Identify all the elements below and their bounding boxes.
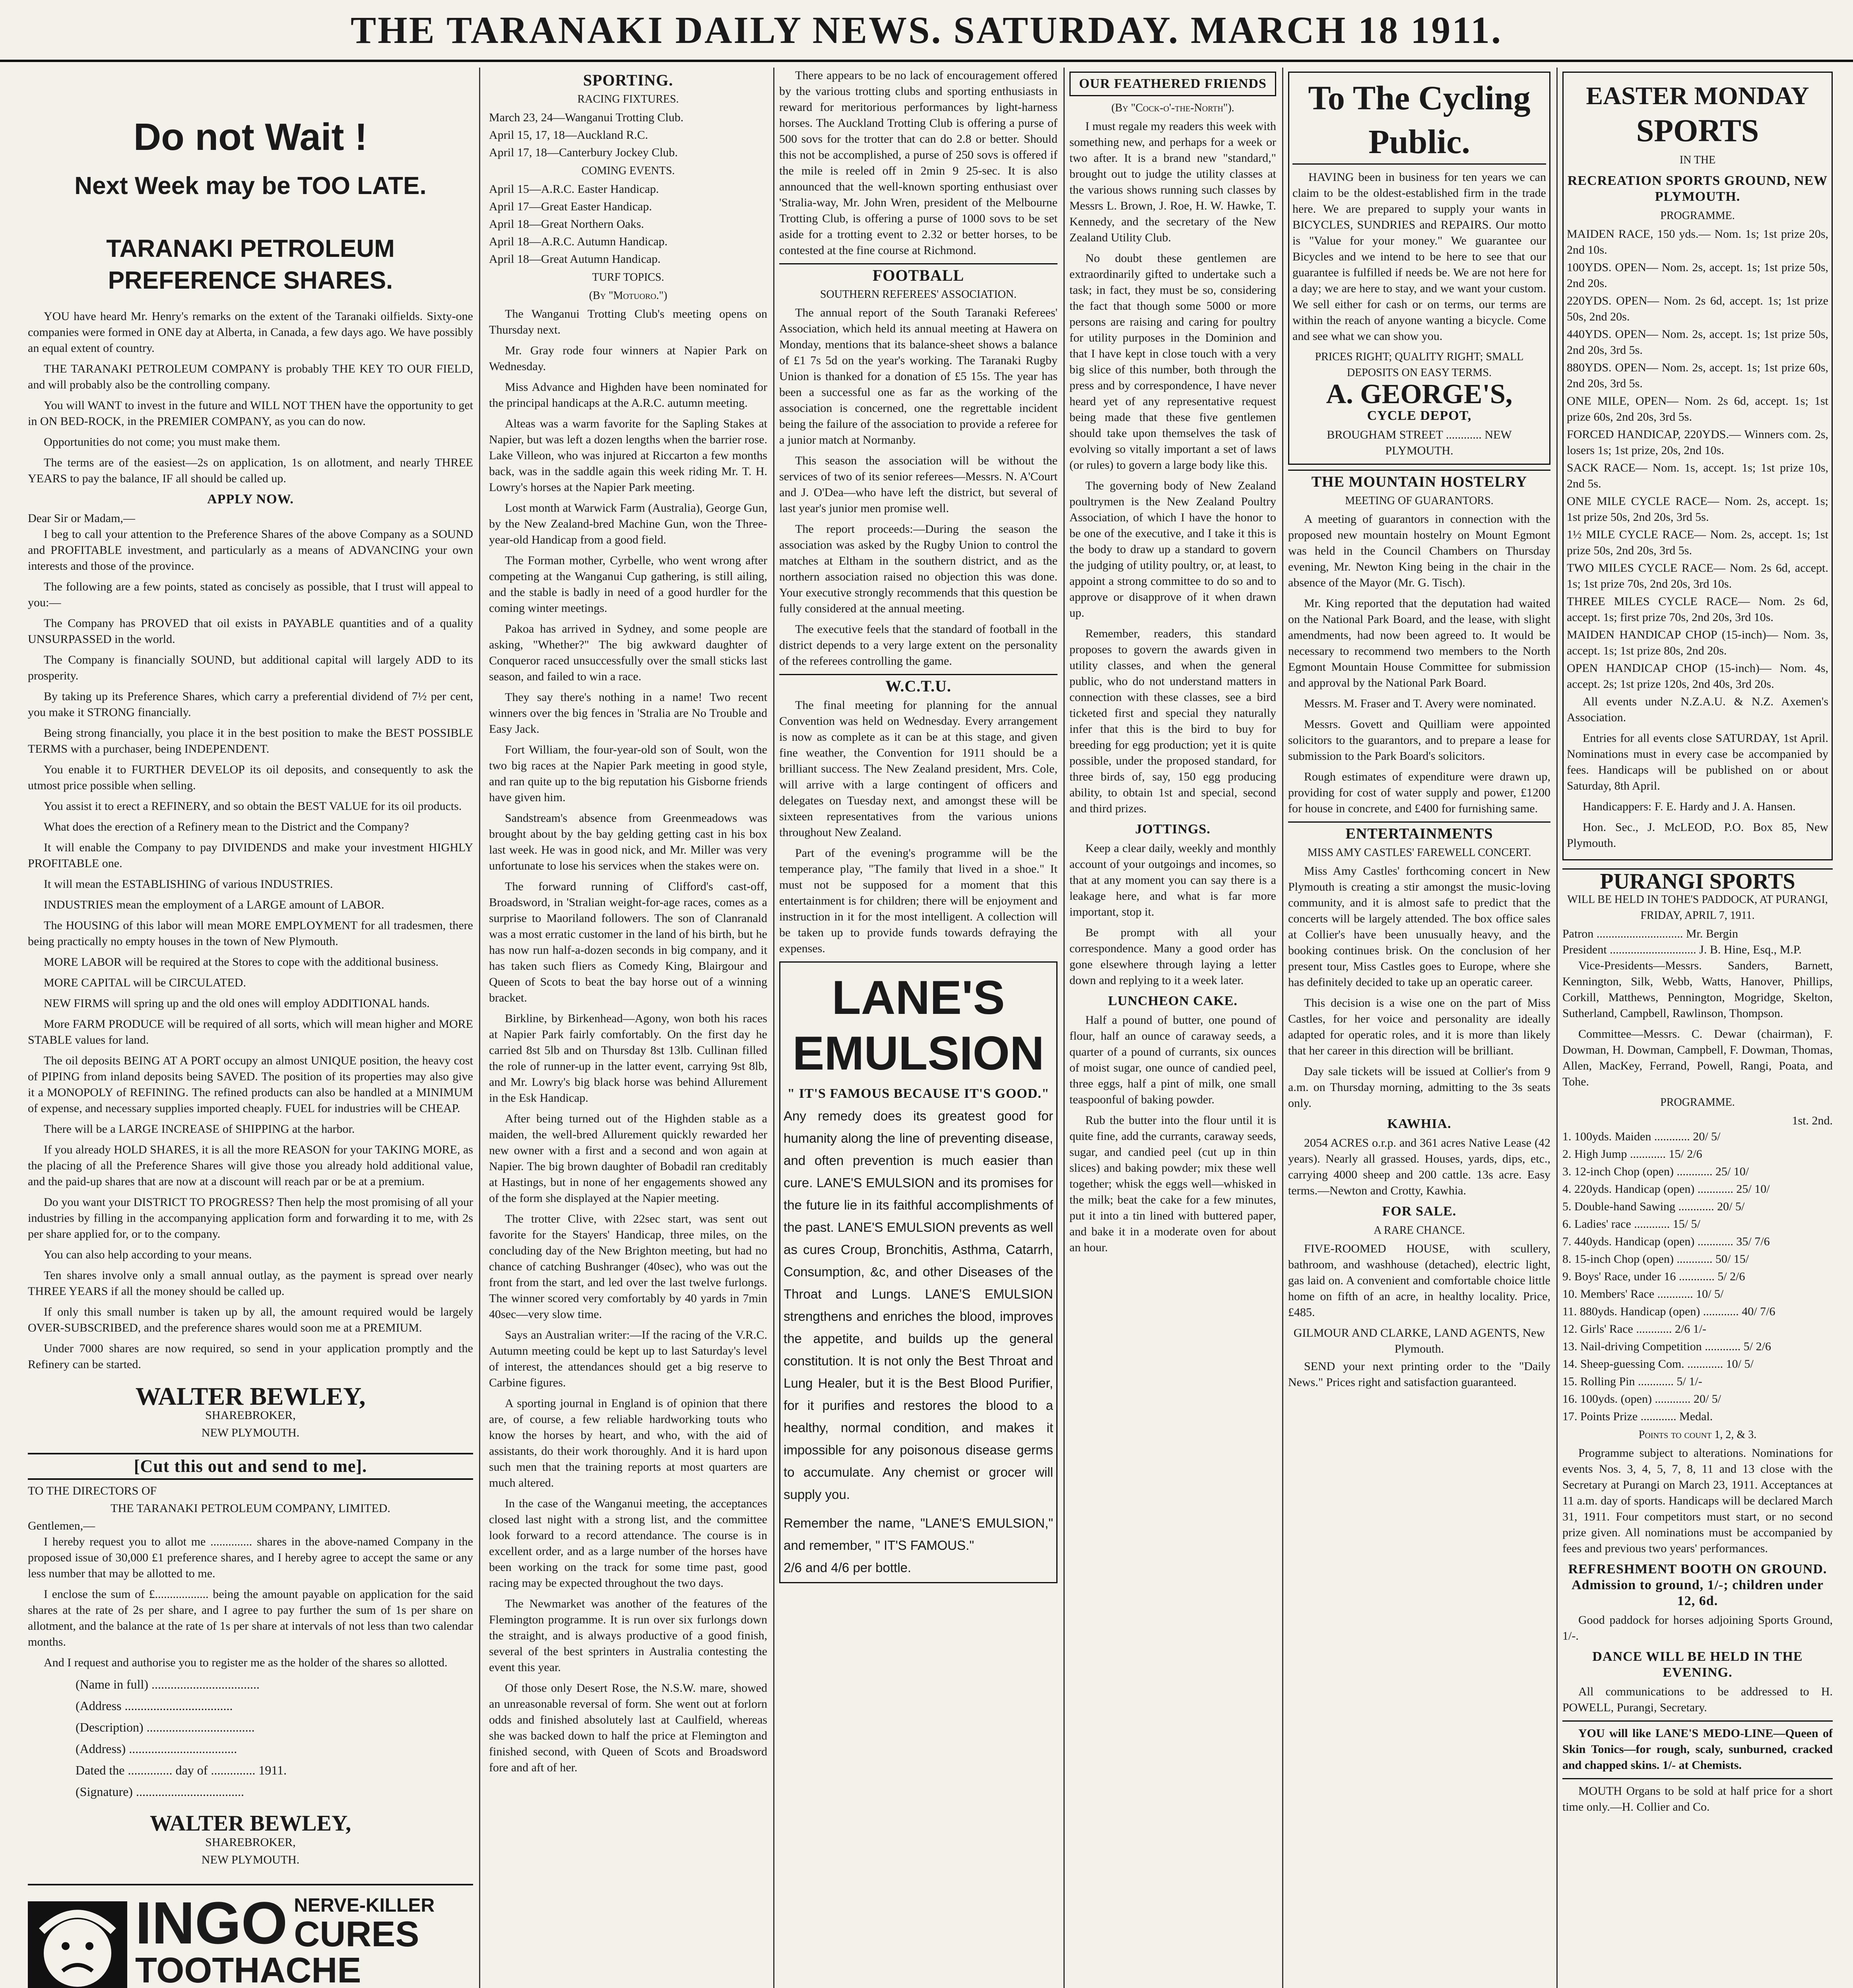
headline-do-not-wait: Do not Wait ! [133,116,368,158]
paragraph: The HOUSING of this labor will mean MORE EMPLOYMENT for all tradesmen, there being practically no empty houses in the town of New Plymouth. [28,919,473,948]
list-item: April 17, 18—Canterbury Jockey Club. [489,146,678,159]
entries-note: Entries for all events close SATURDAY, 1st April. Nominations must in every case be accompanied by fees. Handicaps will be published on or about Saturday, 8th April. [1567,732,1828,792]
paragraph: This season the association will be without the services of two of its senior referees—Messrs. N. A'Court and J. O'Dea—who have left the district, but several of last year's junior men promise well. [779,454,1057,515]
masthead: THE TARANAKI DAILY NEWS. SATURDAY. MARCH 18 1911. [0,8,1853,62]
paragraph: Lost month at Warwick Farm (Australia), George Gun, by the New Zealand-bred Machine Gun, won the Three-year-old Handicap from a good field. [489,501,767,546]
purangi-programme-list [1562,1129,1833,1425]
secretary: Hon. Sec., J. McLEOD, P.O. Box 85, New Plymouth. [1567,821,1828,850]
event-item: MAIDEN HANDICAP CHOP (15-inch)— Nom. 3s, accept. 1s; 1st prize 80s, 2nd 20s. [1567,628,1828,657]
column-cycling-hostelry [1288,68,1550,1988]
column-rule [479,68,480,1988]
paragraph: By taking up its Preference Shares, which carry a preferential dividend of 7½ per cent, you make it STRONG financially. [28,690,473,719]
jottings-heading: JOTTINGS. [1135,822,1211,837]
event-item: ONE MILE CYCLE RACE— Nom. 2s, accept. 1s; 1st prize 50s, 2nd 20s, 3rd 5s. [1567,495,1828,524]
event-item: 440YDS. OPEN— Nom. 2s, accept. 1s; 1st prize 50s, 2nd 20s, 3rd 5s. [1567,328,1828,357]
event-item: 220YDS. OPEN— Nom. 2s 6d, accept. 1s; 1st prize 50s, 2nd 20s. [1567,294,1828,323]
section-title-feathered-friends: OUR FEATHERED FRIENDS [1069,72,1276,96]
paragraph: It will enable the Company to pay DIVIDENDS and make your investment HIGHLY PROFITABLE one. [28,841,473,870]
headline-next-week: Next Week may be TOO LATE. [74,172,427,200]
easter-monday-title: EASTER MONDAY [1586,82,1809,110]
paragraph: There appears to be no lack of encouragement offered by the various trotting clubs and sporting enthusiasts in reward for meritorious performances by light-harness horses. The Auckland Trotting Club is offering a purse of 500 sovs for the trotter that can do 2.8 or better. Should this not be accomplished, a purse of 250 sovs is offered if the mile is reeled off in 2min 9 25-sec. It is also announced that the well-known sporting enthusiast over 'Stralia-way, Mr. John Wren, president of the Melbourne Trotting Club, is offering a purse of 1000 sovs to be set aside for a trotting event to 2.32 or better horses, to be contested at the fine course at Richmond. [779,69,1057,257]
medoline-advert: YOU will like LANE'S MEDO-LINE—Queen of Skin Tonics—for rough, scaly, sunburned, cracked and chapped skins. 1/- at Chemists. [1562,1720,1833,1773]
paragraph: The Company is financially SOUND, but additional capital will largely ADD to its prosperity. [28,653,473,682]
handicappers: Handicappers: F. E. Hardy and J. A. Hansen. [1583,800,1796,813]
section-title-sporting: SPORTING. [583,71,673,89]
sale-listing: FIVE-ROOMED HOUSE, with scullery, bathroom, and washhouse (detached), electric light, gas laid on. A convenient and comfortable choice little home on fifth of an acre, in healthy locality. Price, £485. [1288,1242,1550,1319]
section-title-hostelry: THE MOUNTAIN HOSTELRY [1288,470,1550,490]
programme-item: 15. Rolling Pin ............ 5/ 1/- [1562,1375,1702,1388]
programme-item: 5. Double-hand Sawing ............ 20/ 5/ [1562,1200,1745,1213]
signature-place: NEW PLYMOUTH. [201,1426,300,1439]
form-field-description: (Description) .................................. [76,1720,255,1734]
rules-note: All events under N.Z.A.U. & N.Z. Axemen's Association. [1567,695,1828,724]
paragraph: You will WANT to invest in the future and WILL NOT THEN have the opportunity to get in ON BED-ROCK, in the PREMIER COMPANY, as you can do now. [28,399,473,428]
paragraph: Alteas was a warm favorite for the Sapling Stakes at Napier, but was left a dozen lengths when the barrier rose. Lake Villeon, who was injured at Riccarton a few months back, was in the saddle again this week riding Mr. T. H. Lowry's horses at the Napier Park meeting. [489,417,767,494]
dance-notice: DANCE WILL BE HELD IN THE EVENING. [1592,1649,1803,1680]
coming-events-list [489,181,767,267]
paragraph: MORE LABOR will be required at the Stores to cope with the additional business. [44,955,439,969]
purangi-subtitle: WILL BE HELD IN TOHE'S PADDOCK, AT PURANGI, FRIDAY, APRIL 7, 1911. [1567,893,1828,922]
lanes-emulsion-body: Any remedy does its greatest good for humanity along the line of preventing disease, and often prevention is much easier than cure. LANE'S EMULSION and its promises for the future lie in its faithful accomplishments of the past. LANE'S EMULSION prevents as well as cures Croup, Bronchitis, Asthma, Catarrh, Consumption, &c, and other Diseases of the Throat and Lungs. LANE'S EMULSION strengthens and enriches the blood, improves the appetite, and builds up the general constitution. It is not only the Best Throat and Lung Healer, but it is the Best Blood Purifier, for it purifies and restores the blood to a healthy, normal condition, and makes it impossible for any poisonous disease germs to accumulate. Any chemist or grocer will supply you. [784,1109,1053,1502]
paragraph: The Newmarket was another of the features of the Flemington programme. It is run over six furlongs down the straight, and is always productive of a good finish, several of the best sprinters in Australia contesting the event this year. [489,1597,767,1674]
programme-item: 12. Girls' Race ............ 2/6 1/- [1562,1322,1707,1336]
programme-item: 14. Sheep-guessing Com. ............ 10/ 5/ [1562,1357,1754,1371]
paragraph: They say there's nothing in a name! Two recent winners over the big fences in 'Stralia are No Trouble and Easy Jack. [489,691,767,736]
cycling-title: To The Cycling Public. [1292,76,1546,165]
column-petroleum-advert [28,68,473,1988]
list-item: April 18—Great Autumn Handicap. [489,252,661,266]
column-sporting [489,68,767,1988]
paragraph: I must regale my readers this week with something new, and perhaps for a week or two after. It is a brand new "standard," brought out to judge the utility classes at the various shows running such classes by Messrs L. Brown, J. Roe, H. W. Hawke, T. Kennedy, and the secretary of the New Zealand Utility Club. [1069,120,1276,244]
programme-item: 3. 12-inch Chop (open) ............ 25/ 10/ [1562,1165,1749,1178]
kawhia-listing: 2054 ACRES o.r.p. and 361 acres Native Lease (42 years). Nearly all grassed. Houses, yards, dips, etc., carrying 4000 sheep and 200 cattle. 13s acre. Easy terms.—Newton and Crotty, Kawhia. [1288,1136,1550,1197]
paragraph: This decision is a wise one on the part of Miss Castles, for her voice and personality are ideally adapted for operatic roles, and it is more than likely that her career in this direction will be brilliant. [1288,996,1550,1057]
programme-item: 10. Members' Race ............ 10/ 5/ [1562,1287,1724,1301]
refreshment-notice: REFRESHMENT BOOTH ON GROUND. Admission to ground, 1/-; children under 12, 6d. [1568,1562,1827,1608]
paragraph: More FARM PRODUCE will be required of all sorts, which will mean higher and MORE STABLE values for land. [28,1017,473,1046]
paragraph: INDUSTRIES mean the employment of a LARGE amount of LABOR. [44,898,384,911]
form-field-dated: Dated the .............. day of .............. 1911. [76,1763,287,1777]
racing-fixtures-list [489,110,767,161]
paragraph: Birkline, by Birkenhead—Agony, won both his races at Napier Park fairly comfortably. On the first day he carried 8st 5lb and on Thursday 8st 13lb. Cullinan filled the role of runner-up in the latter event, carrying 9st 8lb, and Mr. Lowry's big black horse was behind Allurement in the Esk Handicap. [489,1012,767,1105]
list-item: April 15, 17, 18—Auckland R.C. [489,128,648,142]
paragraph: Do you want your DISTRICT TO PROGRESS? Then help the most promising of all your industries by filling in the accompanying application form and forwarding it to me, with 2s per share applied for, or to the company. [28,1196,473,1241]
paragraph: Remember, readers, this standard proposes to govern the awards given in utility classes, and when the general public, who do not understand matters in connection with these classes, see a bird ticketed first and special they naturally infer that this is the bird to buy for breeding for egg production; yet it is quite possible, under the proposed standard, for three birds of, say, 150 egg producing ability, to obtain 1st and special, second and third prizes. [1069,627,1276,815]
programme-item: 13. Nail-driving Competition ............ 5/ 2/6 [1562,1340,1771,1353]
lanes-emulsion-advert [779,961,1057,1583]
event-item: MAIDEN RACE, 150 yds.— Nom. 1s; 1st prize 20s, 2nd 10s. [1567,227,1828,256]
form-paragraph: And I request and authorise you to register me as the holder of the shares so allotted. [44,1656,448,1669]
land-agents: GILMOUR AND CLARKE, LAND AGENTS, New Plymouth. [1293,1326,1545,1355]
column-sports-events [1562,68,1833,1988]
turf-topics-heading: TURF TOPICS. [592,271,664,283]
luncheon-cake-heading: LUNCHEON CAKE. [1108,994,1238,1008]
petroleum-title: TARANAKI PETROLEUM PREFERENCE SHARES. [106,235,395,294]
coming-events-heading: COMING EVENTS. [581,165,675,177]
programme-heading: PROGRAMME. [1660,1096,1735,1109]
paragraph: The trotter Clive, with 22sec start, was sent out favorite for the Stayers' Handicap, three miles, on the concluding day of the New Brighton meeting, but had no chance of catching Bushranger (40sec), who was out the front from the start, and led over the last twelve furlongs. The winner scored very comfortably by 40 yards in 7min 40sec—very slow time. [489,1212,767,1321]
purangi-sports-title: PURANGI SPORTS [1562,868,1833,889]
paragraph: The forward running of Clifford's cast-off, Broadsword, in 'Stralian weight-for-age races, comes as a surprise to Maoriland followers. The son of Clanranald was a most erratic customer in the land of his birth, but he has now run half-a-dozen seconds in big company, and it has taken such fliers as Comedy King, Blairgour and Queen of Scots to beat the bay horse out of a winning bracket. [489,880,767,1004]
list-item: March 23, 24—Wanganui Trotting Club. [489,111,684,124]
paragraph: A sporting journal in England is of opinion that there are, of course, a few reliable hardworking touts who know the horses by heart, and who, with the aid of assistants, do their work thoroughly. And it is hard upon such men that the training reports at most quarters are much altered. [489,1397,767,1489]
mouth-organs-advert: MOUTH Organs to be sold at half price for a short time only.—H. Collier and Co. [1562,1778,1833,1815]
section-title-wctu: W.C.T.U. [779,674,1057,694]
paragraph: Fort William, the four-year-old son of Soult, won the two big races at the Napier Park meeting in good style, and ran quite up to the big reputation his Gisborne friends have given him. [489,743,767,804]
paragraph: Ten shares involve only a small annual outlay, as the payment is spread over nearly THREE YEARS if all the money should be called up. [28,1269,473,1298]
rare-chance-heading: A RARE CHANCE. [1374,1224,1465,1237]
programme-item: 1. 100yds. Maiden ............ 20/ 5/ [1562,1130,1721,1143]
paragraph: YOU have heard Mr. Henry's remarks on the extent of the Taranaki oilfields. Sixty-one companies were formed in ONE day at Alberta, in Canada, a few days ago. We have possibly an equal extent of country. [28,310,473,355]
section-title-entertainments: ENTERTAINMENTS [1288,821,1550,842]
section-title-football: FOOTBALL [779,263,1057,283]
programme-item: 8. 15-inch Chop (open) ............ 50/ 15/ [1562,1252,1749,1266]
column-rule [773,68,774,1988]
programme-item: 16. 100yds. (open) ............ 20/ 5/ [1562,1392,1721,1406]
paragraph: HAVING been in business for ten years we can claim to be the oldest-established firm in the trade here. We are prepared to supply your wants in BICYCLES, SUNDRIES and REPAIRS. Our motto is "Value for your money." We guarantee our Bicycles and we intend to be here to see that our guarantee is fulfilled if needs be. We are not here for a day; we are here to stay, and we want your custom. We sell either for cash or on terms, our terms are within the reach of anyone wanting a bicycle. Come and see what we can show you. [1292,171,1546,343]
paragraph: Miss Amy Castles' forthcoming concert in New Plymouth is creating a stir amongst the music-loving community, and it is almost safe to predict that the concerts will be largely attended. The box office sales at Collier's have been unusually heavy, and the booking continues brisk. On the conclusion of her present tour, Miss Castles goes to Europe, where she has definitely decided to take up an operatic career. [1288,864,1550,989]
paragraph: The terms are of the easiest—2s on application, 1s on allotment, and nearly THREE YEARS to pay the balance, IF all should be called up. [28,456,473,485]
paragraph: It will mean the ESTABLISHING of various INDUSTRIES. [44,878,333,891]
patron: Patron ............................. Mr. Bergin [1562,927,1738,940]
paragraph: MORE CAPITAL will be CIRCULATED. [44,976,246,989]
lanes-emulsion-price: 2/6 and 4/6 per bottle. [784,1560,912,1575]
byline: (By "Motuoro.") [589,289,667,302]
racing-fixtures-heading: RACING FIXTURES. [577,93,679,105]
event-item: 1½ MILE CYCLE RACE— Nom. 2s, accept. 1s; 1st prize 50s, 2nd 20s, 3rd 5s. [1567,528,1828,557]
paragraph: Sandstream's absence from Greenmeadows was brought about by the bay gelding getting cast in his box last week. He was in good nick, and Mr. Miller was very unfortunate to lose his services when the stakes were on. [489,812,767,872]
paragraph: Day sale tickets will be issued at Collier's from 9 a.m. on Thursday morning, admitting to the 3s seats only. [1288,1065,1550,1110]
signature-role: SHAREBROKER, [205,1836,296,1849]
purangi-notes: Programme subject to alterations. Nominations for events Nos. 3, 4, 5, 7, 8, 11 and 13 close with the Secretary at Purangi on March 23, 1911. Acceptances at 11 a.m. day of sports. Handicaps will be declared March 31, 1911. Four competitors must start, or no second prize given. All nominations must be accompanied by fees and previous two years' performances. [1562,1446,1833,1555]
salutation: Dear Sir or Madam,— [28,512,135,525]
depot-address: BROUGHAM STREET ............ NEW PLYMOUTH. [1327,428,1512,457]
event-item: 100YDS. OPEN— Nom. 2s, accept. 1s; 1st prize 50s, 2nd 20s. [1567,261,1828,290]
programme-item: 9. Boys' Race, under 16 ............ 5/ 2/6 [1562,1270,1745,1283]
paragraph: The Forman mother, Cyrbelle, who went wrong after competing at the Wanganui Cup gathering, is still ailing, and the stable is badly in need of a good hurdler for the coming winter meetings. [489,554,767,615]
column-football-wctu [779,68,1057,1988]
programme-heading: PROGRAMME. [1660,210,1735,222]
form-field-address-2: (Address) .................................. [76,1741,237,1756]
paragraph: Part of the evening's programme will be the temperance play, "The family that lived in a shoe." It must not be supposed for a moment that this entertainment is for children; there will be enjoyment and instruction in it for the most intelligent. A collection will be taken up to provide funds towards defraying the expenses. [779,846,1057,955]
sports-ground: RECREATION SPORTS GROUND, NEW PLYMOUTH. [1567,173,1828,204]
events-list [1567,226,1828,692]
paragraph: The following are a few points, stated as concisely as possible, that I trust will appeal to you:— [28,580,473,609]
byline: (By "Cock-o'-the-North"). [1111,102,1234,114]
column-rule [1282,68,1283,1988]
apply-now: APPLY NOW. [207,492,294,507]
paragraph: Rub the butter into the flour until it is quite fine, add the currants, caraway seeds, sugar, and candied peel (cut up in thin slices) and baking powder; mix these well together; whisk the eggs well—whisked in the milk; beat the cake for a few minutes, put it into a tin lined with buttered paper, and bake it in a moderate oven for about an hour. [1069,1114,1276,1254]
event-item: TWO MILES CYCLE RACE— Nom. 2s 6d, accept. 1s; 1st prize 70s, 2nd 20s, 3rd 10s. [1567,561,1828,590]
prize-columns-header: 1st. 2nd. [1792,1114,1833,1127]
form-gentlemen: Gentlemen,— [28,1519,95,1532]
paragraph: The annual report of the South Taranaki Referees' Association, which held its annual meeting at Hawera on Monday, mentions that its balance-sheet shows a balance of £1 7s 5d on the year's working. The Taranaki Rugby Union is thanked for a donation of £5 15s. The year has been a successful one as far as the working of the association is concerned, one the regrettable incident being the failure of the association to provide a referee for a junior match at Normanby. [779,306,1057,447]
paragraph: The Wanganui Trotting Club's meeting opens on Thursday next. [489,307,767,336]
paragraph: The final meeting for planning for the annual Convention was held on Wednesday. Every arrangement is now as complete as it can be at this stage, and given fine weather, the Convention for 1911 should be a brilliant success. The New Zealand president, Mrs. Cole, will arrive with a large contingent of officers and delegates on Tuesday next, and amongst these will be sixteen representatives from the various unions throughout New Zealand. [779,699,1057,839]
president: President ............................. J. B. Hine, Esq., M.P. [1562,943,1802,956]
lanes-emulsion-tagline: " IT'S FAMOUS BECAUSE IT'S GOOD." [787,1086,1050,1101]
form-field-name: (Name in full) .................................. [76,1677,260,1691]
kawhia-heading: KAWHIA. [1387,1116,1451,1131]
paragraph: NEW FIRMS will spring up and the old ones will employ ADDITIONAL hands. [44,997,430,1010]
paragraph: Keep a clear daily, weekly and monthly account of your outgoings and incomes, so that at any moment you can say there is a leakage here, and what is far more important, stop it. [1069,842,1276,918]
communications-notice: All communications to be addressed to H. POWELL, Purangi, Secretary. [1562,1685,1833,1714]
programme-item: 2. High Jump ............ 15/ 2/6 [1562,1147,1702,1161]
event-item: 880YDS. OPEN— Nom. 2s, accept. 1s; 1st prize 60s, 2nd 20s, 3rd 5s. [1567,361,1828,390]
paragraph: There will be a LARGE INCREASE of SHIPPING at the harbor. [44,1122,355,1136]
george-name: A. GEORGE'S, [1326,379,1513,410]
ingo-cures: CURES [294,1914,419,1954]
concert-heading: MISS AMY CASTLES' FAREWELL CONCERT. [1307,846,1531,859]
paragraph: Being strong financially, you place it in the best position to make the BEST POSSIBLE TERMS with a purchaser, being INDEPENDENT. [28,726,473,755]
in-the: IN THE [1679,154,1716,166]
cycling-advert [1288,72,1550,465]
form-field-signature: (Signature) .................................. [76,1784,244,1799]
lanes-emulsion-title: LANE'S EMULSION [792,971,1044,1080]
signature-place: NEW PLYMOUTH. [201,1853,300,1866]
referees-heading: SOUTHERN REFEREES' ASSOCIATION. [820,288,1017,301]
paragraph: The Company has PROVED that oil exists in PAYABLE quantities and of a quality UNSURPASSED in the world. [28,617,473,646]
programme-item: 7. 440yds. Handicap (open) ............ 35/ 7/6 [1562,1235,1770,1248]
paragraph: Pakoa has arrived in Sydney, and some people are asking, "Whether?" The big awkward daughter of Conqueror raced unsuccessfully over the small sticks last season, and failed to win a race. [489,622,767,683]
paragraph: If you already HOLD SHARES, it is all the more REASON for your TAKING MORE, as the placing of all the Preference Shares will give those you already hold additional value, and the paid-up shares that are now at a discount will reach par or be at a premium. [28,1143,473,1188]
cycle-depot: CYCLE DEPOT, [1367,408,1472,423]
sports-title: SPORTS [1636,113,1759,148]
form-paragraph: I enclose the sum of £.................. being the amount payable on application for the said shares at the rate of 2s per share, and I agree to pay further the sum of 1s per share on allotment, and the balance at the rate of 1s per share at intervals of not less than two calendar months. [28,1588,473,1648]
event-item: SACK RACE— Nom. 1s, accept. 1s; 1st prize 10s, 2nd 5s. [1567,461,1828,490]
lanes-emulsion-remember: Remember the name, "LANE'S EMULSION," and remember, " IT'S FAMOUS." [784,1516,1053,1553]
paragraph: THE TARANAKI PETROLEUM COMPANY is probably THE KEY TO OUR FIELD, and will probably also be the controlling company. [28,362,473,391]
paragraph: The report proceeds:—During the season the association was asked by the Rugby Union to control the matches at Eltham in the southern district, and as the northern association raised no objection this was done. Your executive strongly recommends that this question be fully considered at the annual meeting. [779,522,1057,615]
paragraph: No doubt these gentlemen are extraordinarily gifted to undertake such a task; in fact, they must be so, considering the fact that though some 5000 or more persons are raising and caring for poultry for utility purposes in the Dominion and that I have kept in close touch with a very big slice of this number, both through the press and by correspondence, I have never heard yet of any representative request being made that these five gentlemen should take upon themselves the task of evolving so vitally important a set of laws (or rules) to govern a large body like this. [1069,252,1276,472]
programme-item: 11. 880yds. Handicap (open) ............ 40/ 7/6 [1562,1305,1775,1318]
paragraph: A meeting of guarantors in connection with the proposed new mountain hostelry on Mount Egmont was held in the Council Chambers on Thursday evening, Mr. Newton King being in the chair in the absence of the Mayor (Mr. G. Tisch). [1288,513,1550,589]
printing-notice: SEND your next printing order to the "Daily News." Prices right and satisfaction guaranteed. [1288,1360,1550,1389]
paragraph: Miss Advance and Highden have been nominated for the principal handicaps at the A.R.C. autumn meeting. [489,381,767,410]
list-item: April 18—Great Northern Oaks. [489,217,644,231]
paddock-notice: Good paddock for horses adjoining Sports Ground, 1/-. [1562,1613,1833,1642]
paragraph: Messrs. Govett and Quilliam were appointed solicitors to the guarantors, and to prepare a lease for submission to the Park Board's solicitors. [1288,718,1550,763]
paragraph: Half a pound of butter, one pound of flour, half an ounce of caraway seeds, a quarter of a pound of currants, six ounces of moist sugar, one ounce of candied peel, three eggs, half a pint of milk, one small teaspoonful of baking powder. [1069,1013,1276,1106]
paragraph: Rough estimates of expenditure were drawn up, providing for cost of water supply and power, £1200 for house in concrete, and £400 for furnishing same. [1288,770,1550,815]
list-item: April 15—A.R.C. Easter Handicap. [489,182,659,196]
paragraph: You assist it to erect a REFINERY, and so obtain the BEST VALUE for its oil products. [44,800,462,813]
ingo-brand: INGO [135,1889,288,1956]
column-feathered-friends [1069,68,1276,1988]
cycling-terms: PRICES RIGHT; QUALITY RIGHT; SMALL DEPOSITS ON EASY TERMS. [1315,351,1524,379]
committee: Committee—Messrs. C. Dewar (chairman), F. Dowman, H. Dowman, Campbell, F. Dowman, Thomas, Allen, MacKey, Ferrand, Powell, Rangi, Poata, and Tohe. [1562,1027,1833,1088]
programme-item: 6. Ladies' race ............ 15/ 5/ [1562,1217,1700,1231]
ingo-toothache: TOOTHACHE [135,1951,361,1988]
form-company: THE TARANAKI PETROLEUM COMPANY, LIMITED. [111,1502,390,1515]
paragraph: Messrs. M. Fraser and T. Avery were nominated. [1304,697,1537,710]
form-paragraph: I hereby request you to allot me .............. shares in the above-named Company in the proposed issue of 30,000 £1 preference shares, and I hereby agree to accept the same or any less number that may be allotted to me. [28,1535,473,1580]
signature-name: WALTER BEWLEY, [135,1382,366,1410]
toothache-face-icon [28,1901,127,1988]
event-item: OPEN HANDICAP CHOP (15-inch)— Nom. 4s, accept. 2s; 1st prize 120s, 2nd 40s, 3rd 20s. [1567,662,1828,691]
paragraph: What does the erection of a Refinery mean to the District and the Company? [44,820,409,833]
points-note: Points to count 1, 2, & 3. [1638,1429,1757,1441]
paragraph: I beg to call your attention to the Preference Shares of the above Company as a SOUND and PROFITABLE investment, and particularly as a means of ADVANCING your own interests and those of the province. [28,528,473,573]
list-item: April 17—Great Easter Handicap. [489,200,652,213]
paragraph: The governing body of New Zealand poultrymen is the New Zealand Poultry Association, of which I have the honor to be one of the executive, and I take it this is the body to draw up a standard to govern the judging of utility poultry, or, at least, to appoint a strong committee to do so and to approve or disapprove of it when drawn up. [1069,479,1276,619]
vice-presidents: Vice-Presidents—Messrs. Sanders, Barnett, Kennington, Silk, Webb, Watts, Hanover, Phillips, Corkill, Matthews, Pennington, Mogridge, Skelton, Sutherland, Campbell, Rawlinson, Thompson. [1562,959,1833,1020]
cut-out-notice: [Cut this out and send to me]. [28,1453,473,1480]
column-rule [1556,68,1558,1988]
event-item: THREE MILES CYCLE RACE— Nom. 2s 6d, accept. 1s; first prize 70s, 2nd 20s, 3rd 10s. [1567,595,1828,624]
ingo-nerve-killer: NERVE-KILLER [294,1895,435,1916]
programme-item: 4. 220yds. Handicap (open) ............ 25/ 10/ [1562,1182,1770,1196]
paragraph: The executive feels that the standard of football in the district depends to a very large extent on the personality of the referees controlling the game. [779,623,1057,668]
form-to: TO THE DIRECTORS OF [28,1484,157,1497]
paragraph: After being turned out of the Highden stable as a maiden, the well-bred Allurement quickly rewarded her new owner with a first and a second and won again at Napier. The big brown daughter of Bobadil ran creditably at Hastings, but in none of her engagements showed any of the form she displayed at the Napier meeting. [489,1112,767,1205]
paragraph: Be prompt with all your correspondence. Many a good order has gone elsewhere through laying a letter down and replying to it a week later. [1069,926,1276,987]
form-field-address: (Address .................................. [76,1699,233,1713]
easter-sports-advert [1562,72,1833,860]
ingo-advert [28,1884,473,1988]
list-item: April 18—A.R.C. Autumn Handicap. [489,235,668,248]
signature-name: WALTER BEWLEY, [149,1811,351,1836]
paragraph: Of those only Desert Rose, the N.S.W. mare, showed an unreasonable reversal of form. She went out at forlorn odds and finished absolutely last at Caulfield, whereas she was backed down to half the price at Flemington and finished second, with Queen of Scots and Broadsword fore and aft of her. [489,1681,767,1774]
paragraph: The oil deposits BEING AT A PORT occupy an almost UNIQUE position, the heavy cost of PIPING from inland deposits being SAVED. The position of its properties may also give it a MONOPOLY of REFINING. The refined products can also be handled at a MINIMUM of expense, and necessary supplies imported cheaply. FUEL for industries will be CHEAP. [28,1054,473,1115]
column-rule [1063,68,1065,1988]
paragraph: Under 7000 shares are now required, so send in your application promptly and the Refinery can be started. [28,1342,473,1371]
paragraph: Says an Australian writer:—If the racing of the V.R.C. Autumn meeting could be kept up to last Saturday's level of interest, the attendances should get a big reserve to Carbine figures. [489,1328,767,1389]
paragraph: Opportunities do not come; you must make them. [44,435,280,448]
paragraph: If only this small number is taken up by all, the amount required would be largely OVER-SUBSCRIBED, and the preference shares would soon me at a PREMIUM. [28,1305,473,1334]
paragraph: Mr. Gray rode four winners at Napier Park on Wednesday. [489,344,767,373]
programme-item: 17. Points Prize ............ Medal. [1562,1410,1713,1423]
paragraph: You can also help according to your means. [44,1248,252,1261]
guarantors-heading: MEETING OF GUARANTORS. [1345,495,1494,507]
paragraph: You enable it to FURTHER DEVELOP its oil deposits, and consequently to ask the utmost price possible when selling. [28,763,473,792]
paragraph: Mr. King reported that the deputation had waited on the National Park Board, and the lease, with slight amendments, had now been agreed to. It would be necessary to recommend two members to the North Egmont Mountain House Committee for submission and approval by the National Park Board. [1288,597,1550,689]
event-item: FORCED HANDICAP, 220YDS.— Winners com. 2s, losers 1s; 1st prize, 20s, 2nd 10s. [1567,428,1828,457]
event-item: ONE MILE, OPEN— Nom. 2s 6d, accept. 1s; 1st prize 60s, 2nd 20s, 3rd 5s. [1567,394,1828,423]
for-sale-heading: FOR SALE. [1382,1204,1457,1219]
signature-role: SHAREBROKER, [205,1409,296,1422]
paragraph: In the case of the Wanganui meeting, the acceptances closed last night with a strong list, and the committee look forward to a record attendance. The course is in excellent order, and as a large number of the horses have been working on the track for some time past, good racing may be expected throughout the two days. [489,1497,767,1590]
